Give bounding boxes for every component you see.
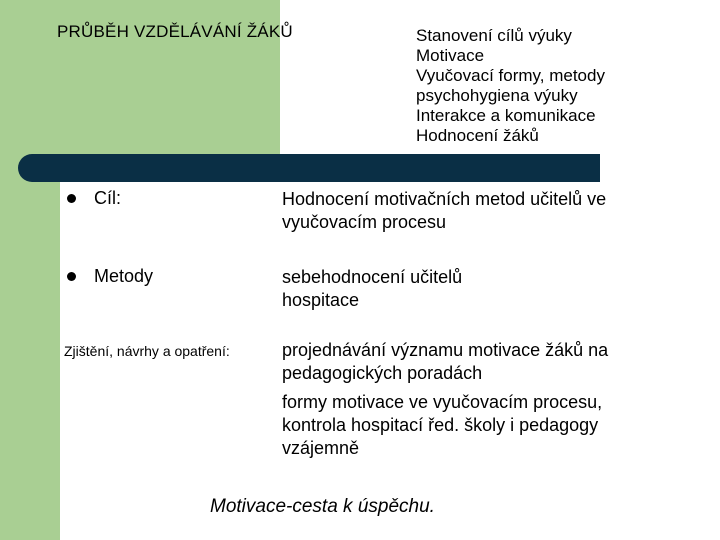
topic-item: Vyučovací formy, metody [416, 66, 605, 85]
topic-item: Interakce a komunikace [416, 106, 596, 125]
bullet-icon [67, 194, 76, 203]
goal-value [282, 188, 702, 234]
bullet-icon [67, 272, 76, 281]
findings-line: kontrola hospitací řed. školy i pedagogy [282, 415, 599, 435]
topic-item: Stanovení cílů výuky [416, 26, 572, 45]
topic-item: psychohygiena výuky [416, 86, 578, 105]
goal-label: Cíl: [94, 188, 121, 208]
methods-line: hospitace [282, 290, 360, 310]
topics-list [416, 26, 605, 146]
goal-line: vyučovacím procesu [282, 212, 447, 232]
topic-item: Hodnocení žáků [416, 126, 539, 145]
topic-item: Motivace [416, 46, 485, 65]
findings-value [282, 339, 702, 460]
findings-line: formy motivace ve vyučovacím procesu, [282, 392, 603, 412]
findings-line: vzájemně [282, 438, 360, 458]
findings-label: Zjištění, návrhy a opatření: [64, 343, 230, 359]
methods-label: Metody [94, 266, 154, 286]
methods-value [282, 266, 702, 312]
divider-bar [18, 154, 600, 182]
page-title: PRŮBĚH VZDĚLÁVÁNÍ ŽÁKŮ [57, 22, 293, 41]
findings-line: projednávání významu motivace žáků na [282, 340, 609, 360]
methods-line: sebehodnocení učitelů [282, 267, 463, 287]
goal-line: Hodnocení motivačních metod učitelů ve [282, 189, 607, 209]
findings-line: pedagogických poradách [282, 363, 483, 383]
motto-text: Motivace-cesta k úspěchu. [210, 496, 435, 517]
